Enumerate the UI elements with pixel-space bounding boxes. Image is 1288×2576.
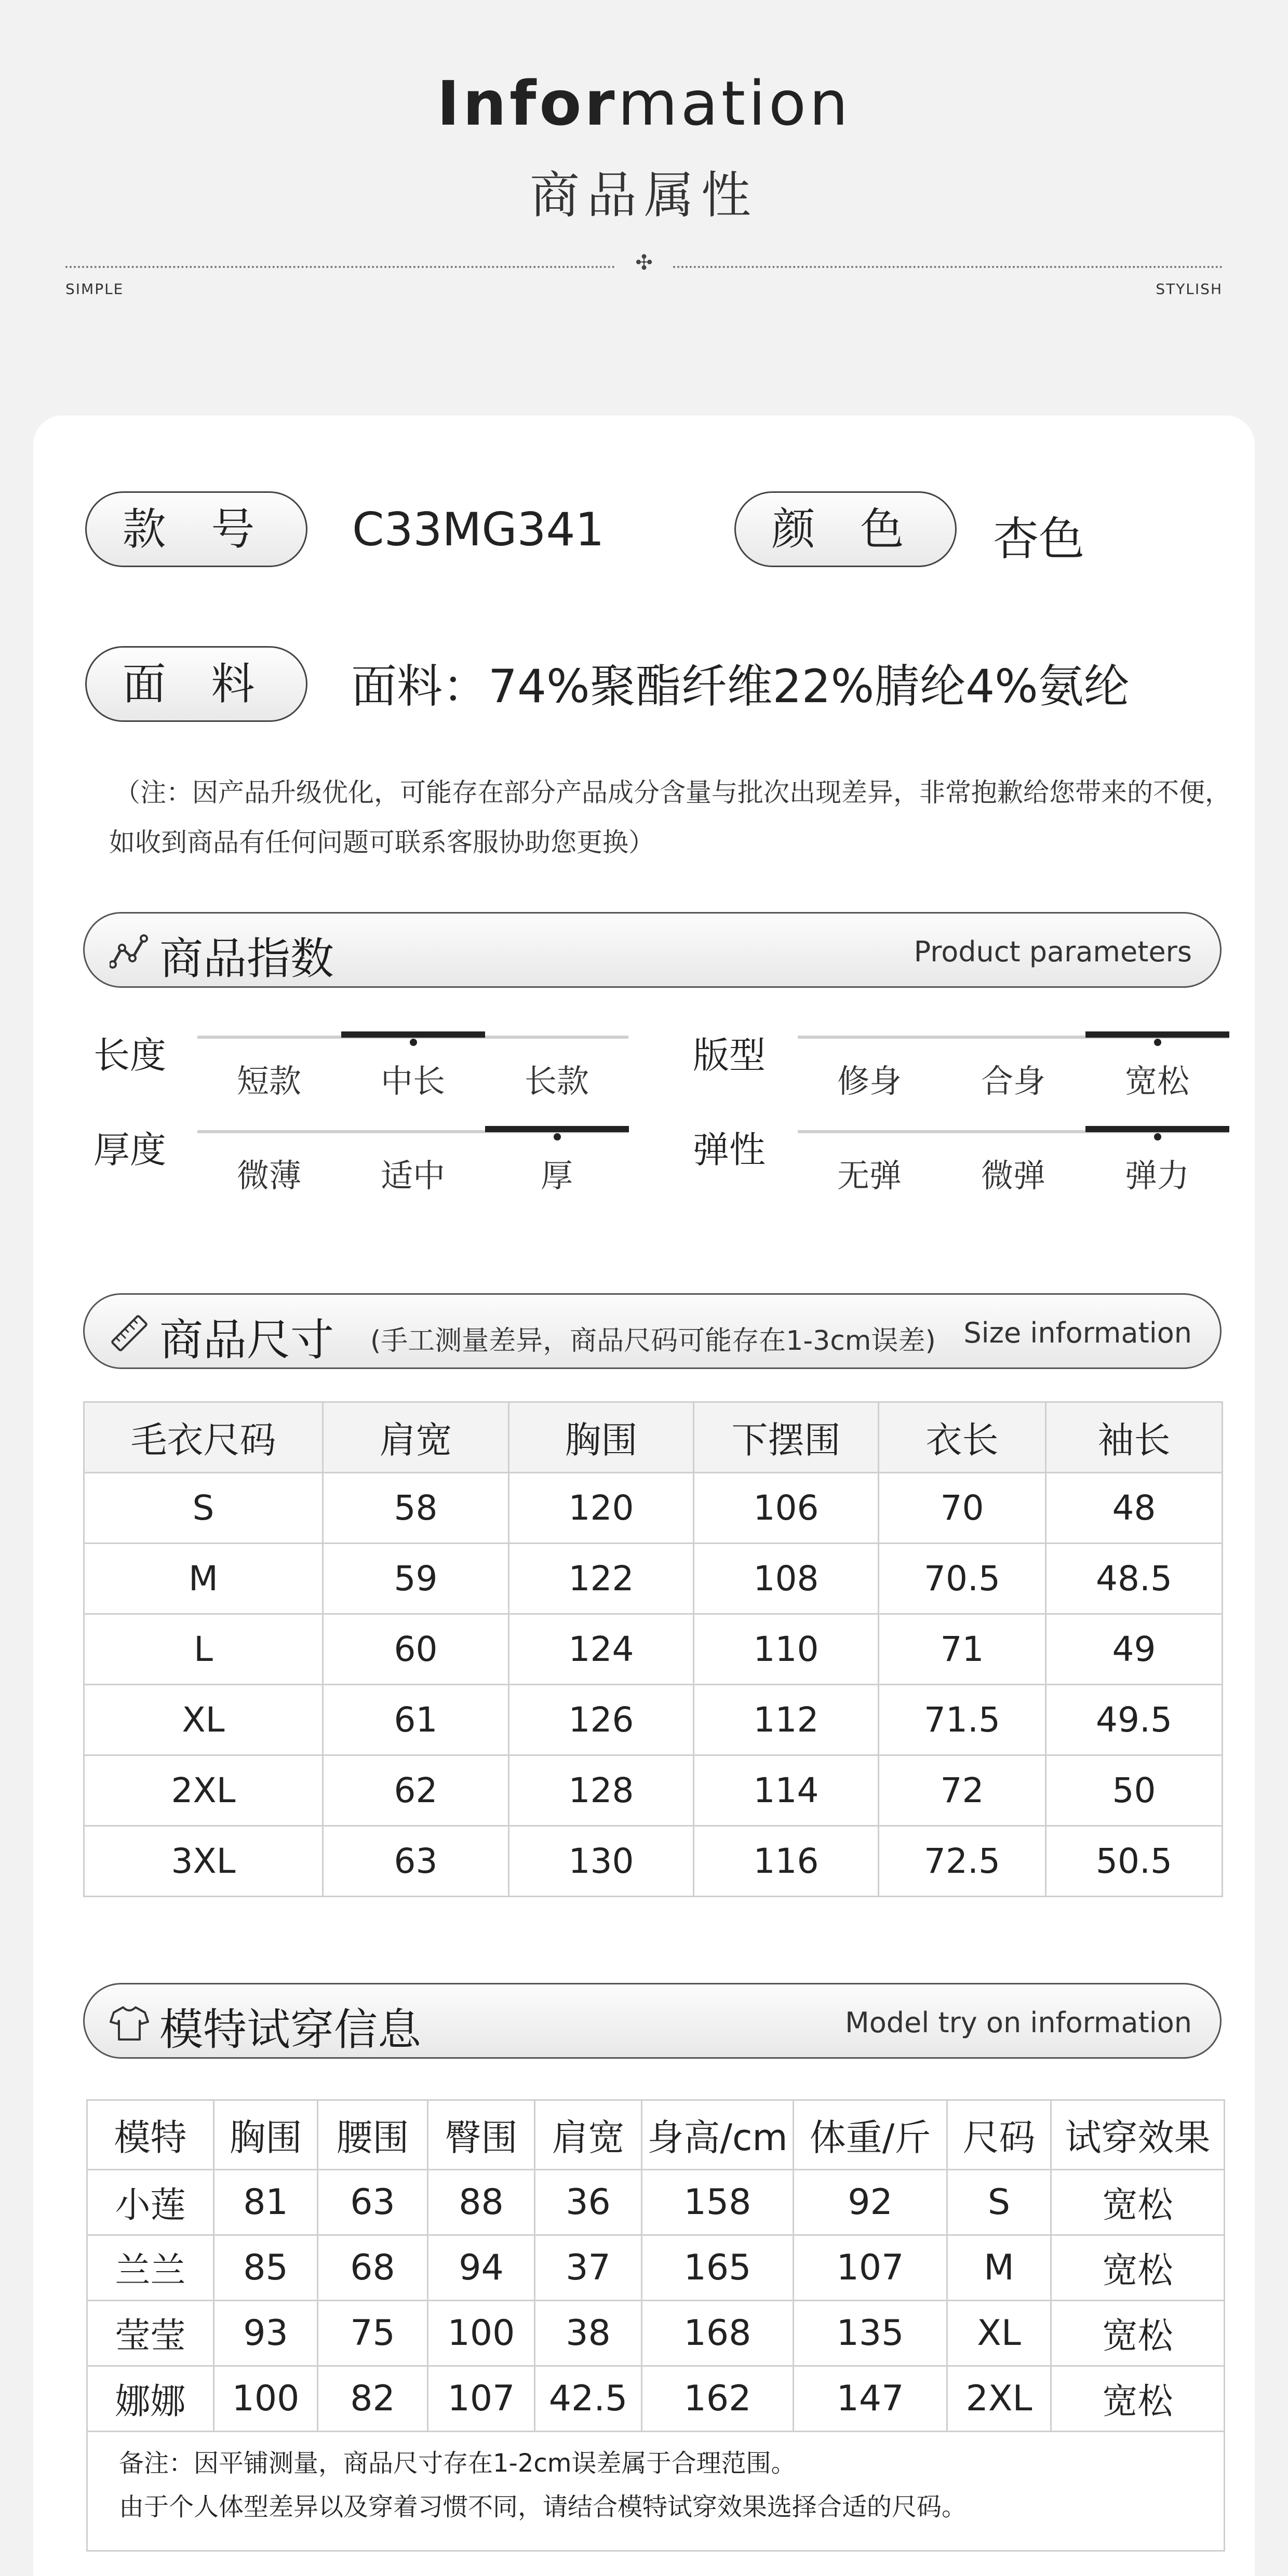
scale-option: 修身 <box>837 1062 902 1100</box>
table-cell: M <box>84 1544 323 1614</box>
table-cell: 宽松 <box>1051 2170 1225 2235</box>
table-cell: 126 <box>509 1685 694 1755</box>
table-row <box>84 1755 1223 1826</box>
scale-option: 适中 <box>380 1157 445 1195</box>
section-title: 商品指数 <box>159 933 334 984</box>
divider-left <box>65 266 615 268</box>
section-title: 商品尺寸 <box>159 1314 334 1365</box>
table-cell: 3XL <box>84 1826 323 1897</box>
table-cell: 2XL <box>84 1755 323 1826</box>
table-cell: 72.5 <box>879 1826 1046 1897</box>
table-cell: 71.5 <box>879 1685 1046 1755</box>
table-cell: 168 <box>642 2301 794 2366</box>
scale-option: 宽松 <box>1124 1062 1189 1100</box>
table-cell: 72 <box>879 1755 1046 1826</box>
table-cell: 158 <box>642 2170 794 2235</box>
column-header: 胸围 <box>509 1402 694 1473</box>
table-cell: 38 <box>535 2301 642 2366</box>
model-table <box>86 2099 1225 2552</box>
table-cell: 50 <box>1046 1755 1223 1826</box>
table-cell: 88 <box>428 2170 535 2235</box>
table-cell: 114 <box>694 1755 879 1826</box>
table-cell: XL <box>947 2301 1051 2366</box>
table-cell: 59 <box>323 1544 509 1614</box>
table-cell: 48.5 <box>1046 1544 1223 1614</box>
table-cell: 106 <box>694 1473 879 1544</box>
table-cell: S <box>84 1473 323 1544</box>
table-cell: 130 <box>509 1826 694 1897</box>
column-header: 身高/cm <box>642 2100 794 2170</box>
scale-elasticity <box>798 1126 1229 1195</box>
title-bold: Infor <box>437 68 618 139</box>
divider-right <box>673 266 1223 268</box>
trend-line-icon <box>110 932 149 972</box>
table-cell: S <box>947 2170 1051 2235</box>
size-table <box>83 1401 1223 1897</box>
table-cell: 70.5 <box>879 1544 1046 1614</box>
table-cell: 宽松 <box>1051 2301 1225 2366</box>
scale-option: 无弹 <box>837 1157 902 1195</box>
section-title: 模特试穿信息 <box>159 2004 422 2055</box>
fabric-value: 面料：74%聚酯纤维22%腈纶4%氨纶 <box>351 660 1130 713</box>
table-cell: 107 <box>428 2366 535 2432</box>
table-cell: XL <box>84 1685 323 1755</box>
table-cell: 宽松 <box>1051 2235 1225 2301</box>
section-hint: (手工测量差异，商品尺码可能存在1-3cm误差) <box>370 1325 936 1357</box>
table-cell: 42.5 <box>535 2366 642 2432</box>
table-row <box>84 1614 1223 1685</box>
table-cell: 85 <box>214 2235 318 2301</box>
table-cell: 81 <box>214 2170 318 2235</box>
table-row <box>84 1544 1223 1614</box>
color-label: 颜 色 <box>734 491 957 567</box>
scale-thickness <box>197 1126 628 1195</box>
table-cell: 93 <box>214 2301 318 2366</box>
scale-fit <box>798 1031 1229 1100</box>
table-cell: 128 <box>509 1755 694 1826</box>
table-cell: 122 <box>509 1544 694 1614</box>
table-cell: 94 <box>428 2235 535 2301</box>
table-cell: 108 <box>694 1544 879 1614</box>
cross-ornament-icon: ✣ <box>635 251 653 275</box>
color-value: 杏色 <box>993 512 1085 566</box>
style-no-label: 款 号 <box>85 491 307 567</box>
table-row <box>87 2170 1225 2235</box>
table-cell: 莹莹 <box>87 2301 214 2366</box>
column-header: 胸围 <box>214 2100 318 2170</box>
scale-option: 短款 <box>236 1062 301 1100</box>
table-cell: 小莲 <box>87 2170 214 2235</box>
table-cell: M <box>947 2235 1051 2301</box>
table-cell: 100 <box>428 2301 535 2366</box>
table-cell: 37 <box>535 2235 642 2301</box>
scale-option: 弹力 <box>1124 1157 1189 1195</box>
table-cell: 82 <box>318 2366 428 2432</box>
table-cell: 49 <box>1046 1614 1223 1685</box>
attr-label-elasticity: 弹性 <box>693 1129 766 1171</box>
table-row <box>87 2235 1225 2301</box>
table-header-row <box>84 1402 1223 1473</box>
table-cell: 162 <box>642 2366 794 2432</box>
scale-option: 微薄 <box>236 1157 301 1195</box>
table-cell: 116 <box>694 1826 879 1897</box>
table-cell: 70 <box>879 1473 1046 1544</box>
remark-line-2: 由于个人体型差异以及穿着习惯不同，请结合模特试穿效果选择合适的尺码。 <box>119 2492 967 2521</box>
table-cell: 49.5 <box>1046 1685 1223 1755</box>
header-subtitle: 商品属性 <box>530 166 758 224</box>
table-cell: 100 <box>214 2366 318 2432</box>
table-cell: 135 <box>794 2301 947 2366</box>
table-cell: 71 <box>879 1614 1046 1685</box>
column-header: 尺码 <box>947 2100 1051 2170</box>
column-header: 下摆围 <box>694 1402 879 1473</box>
table-cell: 58 <box>323 1473 509 1544</box>
note-line-1: （注：因产品升级优化，可能存在部分产品成分含量与批次出现差异，非常抱歉给您带来的不便， <box>114 777 1231 808</box>
table-cell: 娜娜 <box>87 2366 214 2432</box>
table-cell: 36 <box>535 2170 642 2235</box>
table-cell: 107 <box>794 2235 947 2301</box>
table-cell: 63 <box>318 2170 428 2235</box>
scale-option: 微弹 <box>981 1157 1045 1195</box>
scale-option: 中长 <box>380 1062 445 1100</box>
attr-label-length: 长度 <box>93 1034 166 1077</box>
tshirt-icon <box>110 2003 149 2043</box>
table-cell: 147 <box>794 2366 947 2432</box>
table-cell: 兰兰 <box>87 2235 214 2301</box>
column-header: 臀围 <box>428 2100 535 2170</box>
remark-line-1: 备注：因平铺测量，商品尺寸存在1-2cm误差属于合理范围。 <box>119 2449 796 2478</box>
column-header: 袖长 <box>1046 1402 1223 1473</box>
model-information-bar <box>83 1983 1222 2059</box>
column-header: 腰围 <box>318 2100 428 2170</box>
table-cell: L <box>84 1614 323 1685</box>
size-information-bar <box>83 1293 1222 1369</box>
table-cell: 2XL <box>947 2366 1051 2432</box>
title-light: mation <box>618 68 851 139</box>
table-cell: 48 <box>1046 1473 1223 1544</box>
remark-cell <box>87 2432 1225 2551</box>
table-row <box>84 1473 1223 1544</box>
table-row <box>87 2366 1225 2432</box>
table-row <box>84 1685 1223 1755</box>
column-header: 衣长 <box>879 1402 1046 1473</box>
table-cell: 120 <box>509 1473 694 1544</box>
ruler-icon <box>110 1313 149 1353</box>
section-en-title: Product parameters <box>914 935 1192 968</box>
table-cell: 75 <box>318 2301 428 2366</box>
attr-label-thickness: 厚度 <box>93 1129 166 1171</box>
remark-row <box>87 2432 1225 2551</box>
column-header: 试穿效果 <box>1051 2100 1225 2170</box>
table-row <box>87 2301 1225 2366</box>
table-row <box>84 1826 1223 1897</box>
table-cell: 165 <box>642 2235 794 2301</box>
table-cell: 61 <box>323 1685 509 1755</box>
table-cell: 110 <box>694 1614 879 1685</box>
column-header: 肩宽 <box>535 2100 642 2170</box>
section-en-title: Model try on information <box>845 2006 1192 2039</box>
left-tag: SIMPLE <box>65 280 124 298</box>
fabric-label: 面 料 <box>85 646 307 722</box>
column-header: 模特 <box>87 2100 214 2170</box>
section-en-title: Size information <box>963 1317 1192 1349</box>
table-cell: 62 <box>323 1755 509 1826</box>
scale-length <box>197 1031 628 1100</box>
scale-option: 厚 <box>540 1157 573 1195</box>
table-cell: 50.5 <box>1046 1826 1223 1897</box>
table-cell: 68 <box>318 2235 428 2301</box>
table-cell: 宽松 <box>1051 2366 1225 2432</box>
scale-option: 长款 <box>524 1062 589 1100</box>
style-no-value: C33MG341 <box>352 503 605 556</box>
scale-option: 合身 <box>981 1062 1045 1100</box>
column-header: 肩宽 <box>323 1402 509 1473</box>
table-header-row <box>87 2100 1225 2170</box>
header-title <box>0 68 1288 139</box>
attr-label-fit: 版型 <box>693 1034 766 1077</box>
table-cell: 124 <box>509 1614 694 1685</box>
right-tag: STYLISH <box>1156 280 1223 298</box>
table-cell: 60 <box>323 1614 509 1685</box>
table-cell: 63 <box>323 1826 509 1897</box>
product-parameters-bar <box>83 912 1222 988</box>
column-header: 体重/斤 <box>794 2100 947 2170</box>
column-header: 毛衣尺码 <box>84 1402 323 1473</box>
table-cell: 112 <box>694 1685 879 1755</box>
table-cell: 92 <box>794 2170 947 2235</box>
note-line-2: 如收到商品有任何问题可联系客服协助您更换） <box>109 827 654 857</box>
